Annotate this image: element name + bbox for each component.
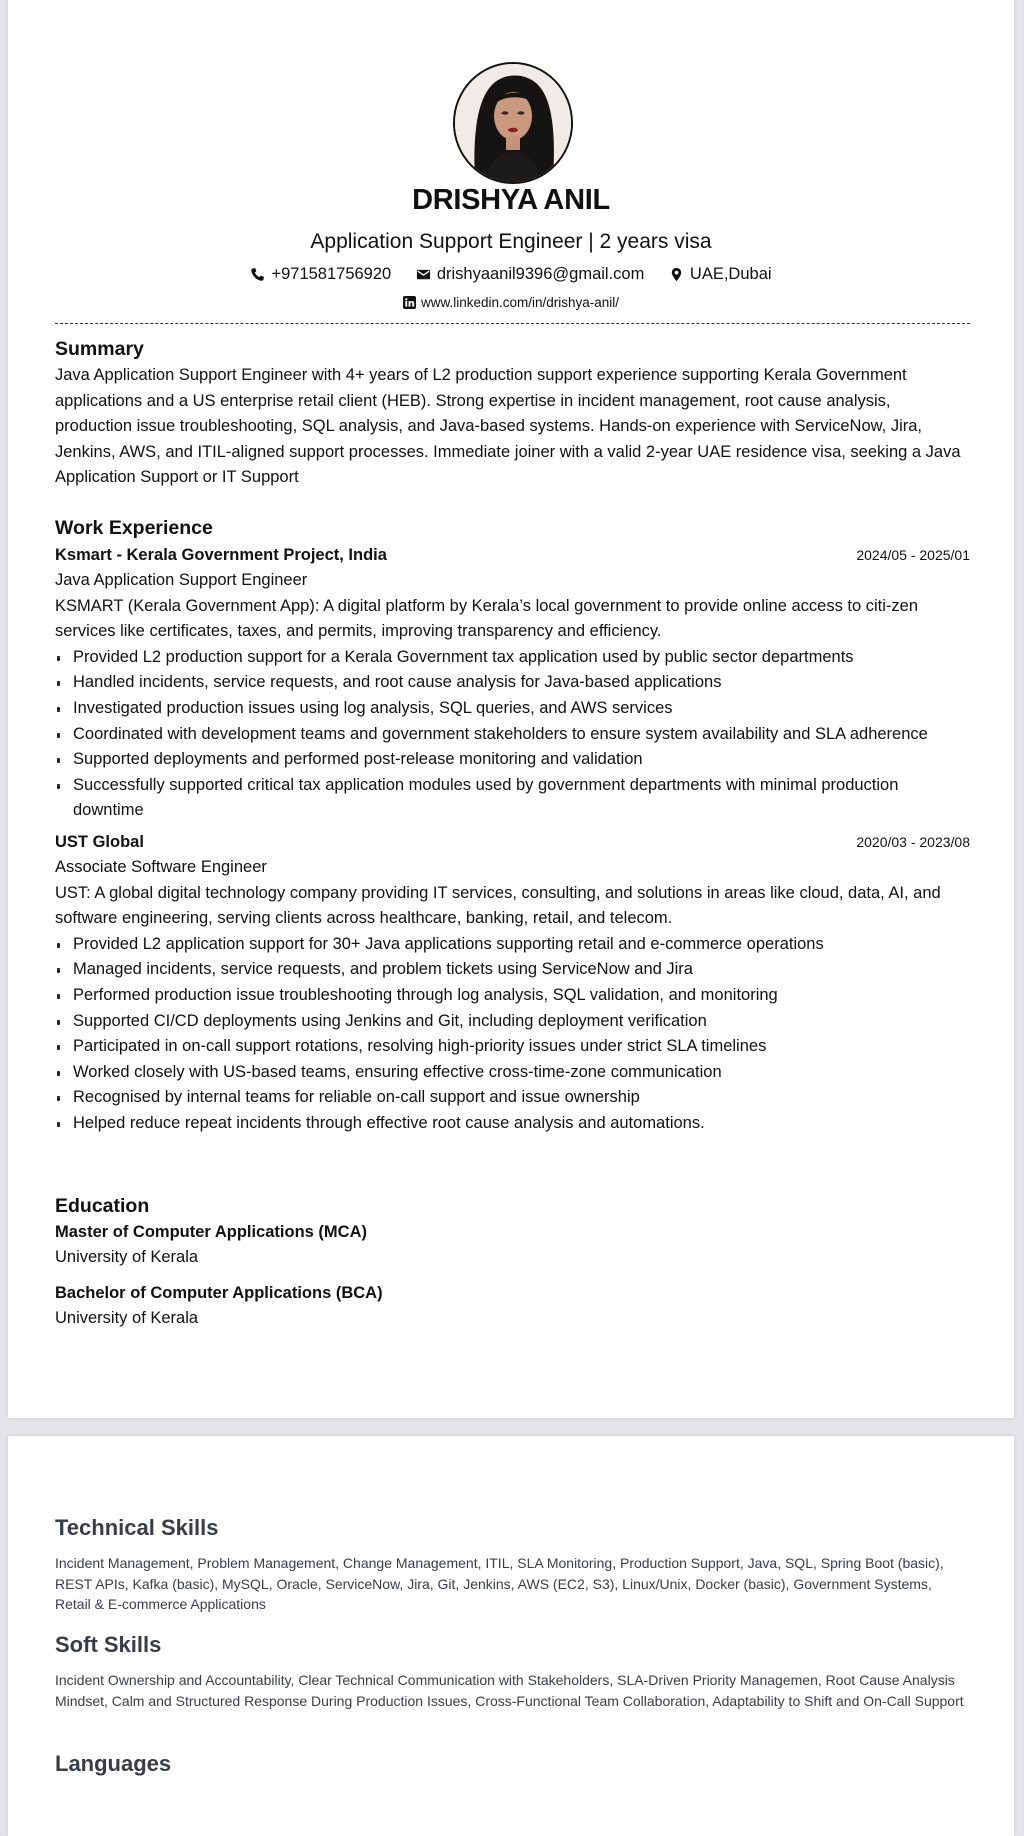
job-bullet: Worked closely with US-based teams, ensuring effective cross-time-zone communication [55, 1060, 970, 1086]
job-bullets [55, 932, 970, 1137]
contact-email[interactable] [416, 265, 645, 284]
experience-title: Work Experience [55, 517, 213, 539]
job-bullet: Performed production issue troubleshooting through log analysis, SQL validation, and monitoring [55, 983, 970, 1009]
job-company: Ksmart - Kerala Government Project, India [55, 546, 387, 564]
technical-skills-title: Technical Skills [55, 1515, 219, 1540]
job-entry [55, 542, 970, 824]
profile-photo [455, 64, 571, 182]
header-divider [55, 323, 970, 324]
languages-title: Languages [55, 1751, 172, 1776]
job-company: UST Global [55, 832, 144, 851]
experience-section [55, 515, 970, 1136]
technical-skills-text: Incident Management, Problem Management, Change Management, ITIL, SLA Monitoring, Production Support, Java, SQL, Spring Boot (basic), REST APIs, Kafka (basic), MySQL, Oracle, ServiceNow, Jira, Git, Jenkins, AWS (EC2, S3), Linux/Unix, Docker (basic), Government Systems, Retail & E-commerce Applications [55, 1555, 944, 1612]
soft-skills-section [55, 1631, 970, 1711]
email-address: drishyaanil9396@gmail.com [436, 265, 645, 283]
education-degree: Master of Computer Applications (MCA) [55, 1223, 367, 1241]
job-bullet: Provided L2 production support for a Kerala Government tax application used by public sector departments [55, 645, 970, 671]
education-school: University of Kerala [55, 1248, 199, 1266]
map-pin-icon [669, 267, 684, 282]
job-dates: 2020/03 - 2023/08 [856, 833, 970, 850]
job-bullet: Successfully supported critical tax application modules used by government departments with minimal production downtime [55, 773, 970, 824]
location-text: UAE,Dubai [689, 265, 772, 283]
education-school: University of Kerala [55, 1309, 199, 1327]
contact-location [669, 265, 772, 284]
phone-icon [250, 267, 265, 282]
summary-section [55, 336, 970, 491]
linkedin-url: www.linkedin.com/in/drishya-anil/ [420, 295, 620, 310]
profile-photo-avatar [453, 62, 573, 184]
education-entry [55, 1219, 970, 1270]
job-bullet: Handled incidents, service requests, and root cause analysis for Java-based applications [55, 670, 970, 696]
candidate-name: DRISHYA ANIL [412, 184, 610, 216]
job-dates: 2024/05 - 2025/01 [856, 547, 970, 563]
job-role: Java Application Support Engineer [55, 571, 308, 589]
job-bullet: Provided L2 application support for 30+ Java applications supporting retail and e-commerce operations [55, 932, 970, 958]
education-degree: Bachelor of Computer Applications (BCA) [55, 1284, 383, 1302]
job-description: UST: A global digital technology company providing IT services, consulting, and solutions in areas like cloud, data, AI, and software engineering, serving clients across healthcare, banking, retail, and telecom. [55, 883, 941, 928]
job-entry [55, 829, 970, 1137]
job-bullet: Helped reduce repeat incidents through effective root cause analysis and automations. [55, 1111, 970, 1137]
education-entry [55, 1280, 970, 1331]
resume-page-2 [8, 1436, 1014, 1836]
summary-text: Java Application Support Engineer with 4+ years of L2 production support experience supporting Kerala Government applications and a US enterprise retail client (HEB). Strong expertise in incident management, root cause analysis, production issue troubleshooting, SQL analysis, and Java-based systems. Hands-on experience with ServiceNow, Jira, Jenkins, AWS, and ITIL-aligned support processes. Immediate joiner with a valid 2-year UAE residence visa, seeking a Java Application Support or IT Support [55, 366, 961, 487]
summary-title: Summary [55, 338, 144, 360]
job-bullet: Participated in on-call support rotations, resolving high-priority issues under strict SLA timelines [55, 1034, 970, 1060]
technical-skills-section [55, 1514, 970, 1615]
linkedin-link[interactable] [403, 295, 619, 310]
phone-number: +971581756920 [271, 265, 392, 283]
job-bullets [55, 645, 970, 824]
job-bullet: Supported deployments and performed post-release monitoring and validation [55, 747, 970, 773]
job-bullet: Recognised by internal teams for reliable on-call support and issue ownership [55, 1085, 970, 1111]
contact-info [8, 265, 1014, 287]
soft-skills-title: Soft Skills [55, 1632, 162, 1657]
resume-page-1 [8, 0, 1014, 1418]
contact-phone[interactable] [250, 265, 391, 284]
job-bullet: Supported CI/CD deployments using Jenkins and Git, including deployment verification [55, 1009, 970, 1035]
job-bullet: Managed incidents, service requests, and problem tickets using ServiceNow and Jira [55, 957, 970, 983]
linkedin-icon [403, 296, 416, 309]
job-bullet: Coordinated with development teams and government stakeholders to ensure system availability and SLA adherence [55, 722, 970, 748]
candidate-headline: Application Support Engineer | 2 years visa [310, 230, 712, 253]
education-section [55, 1193, 970, 1331]
envelope-icon [416, 267, 431, 282]
job-description: KSMART (Kerala Government App): A digital platform by Kerala’s local government to provide online access to citi-zen services like certificates, taxes, and permits, improving transparency and efficiency. [55, 596, 919, 641]
soft-skills-text: Incident Ownership and Accountability, Clear Technical Communication with Stakeholders, SLA-Driven Priority Managemen, Root Cause Analysis Mindset, Calm and Structured Response During Production Issues, Cross-Functional Team Collaboration, Adaptability to Shift and On-Call Support [55, 1672, 964, 1709]
job-bullet: Investigated production issues using log analysis, SQL queries, and AWS services [55, 696, 970, 722]
education-title: Education [55, 1195, 150, 1217]
linkedin-row [8, 295, 1014, 312]
job-role: Associate Software Engineer [55, 857, 267, 876]
